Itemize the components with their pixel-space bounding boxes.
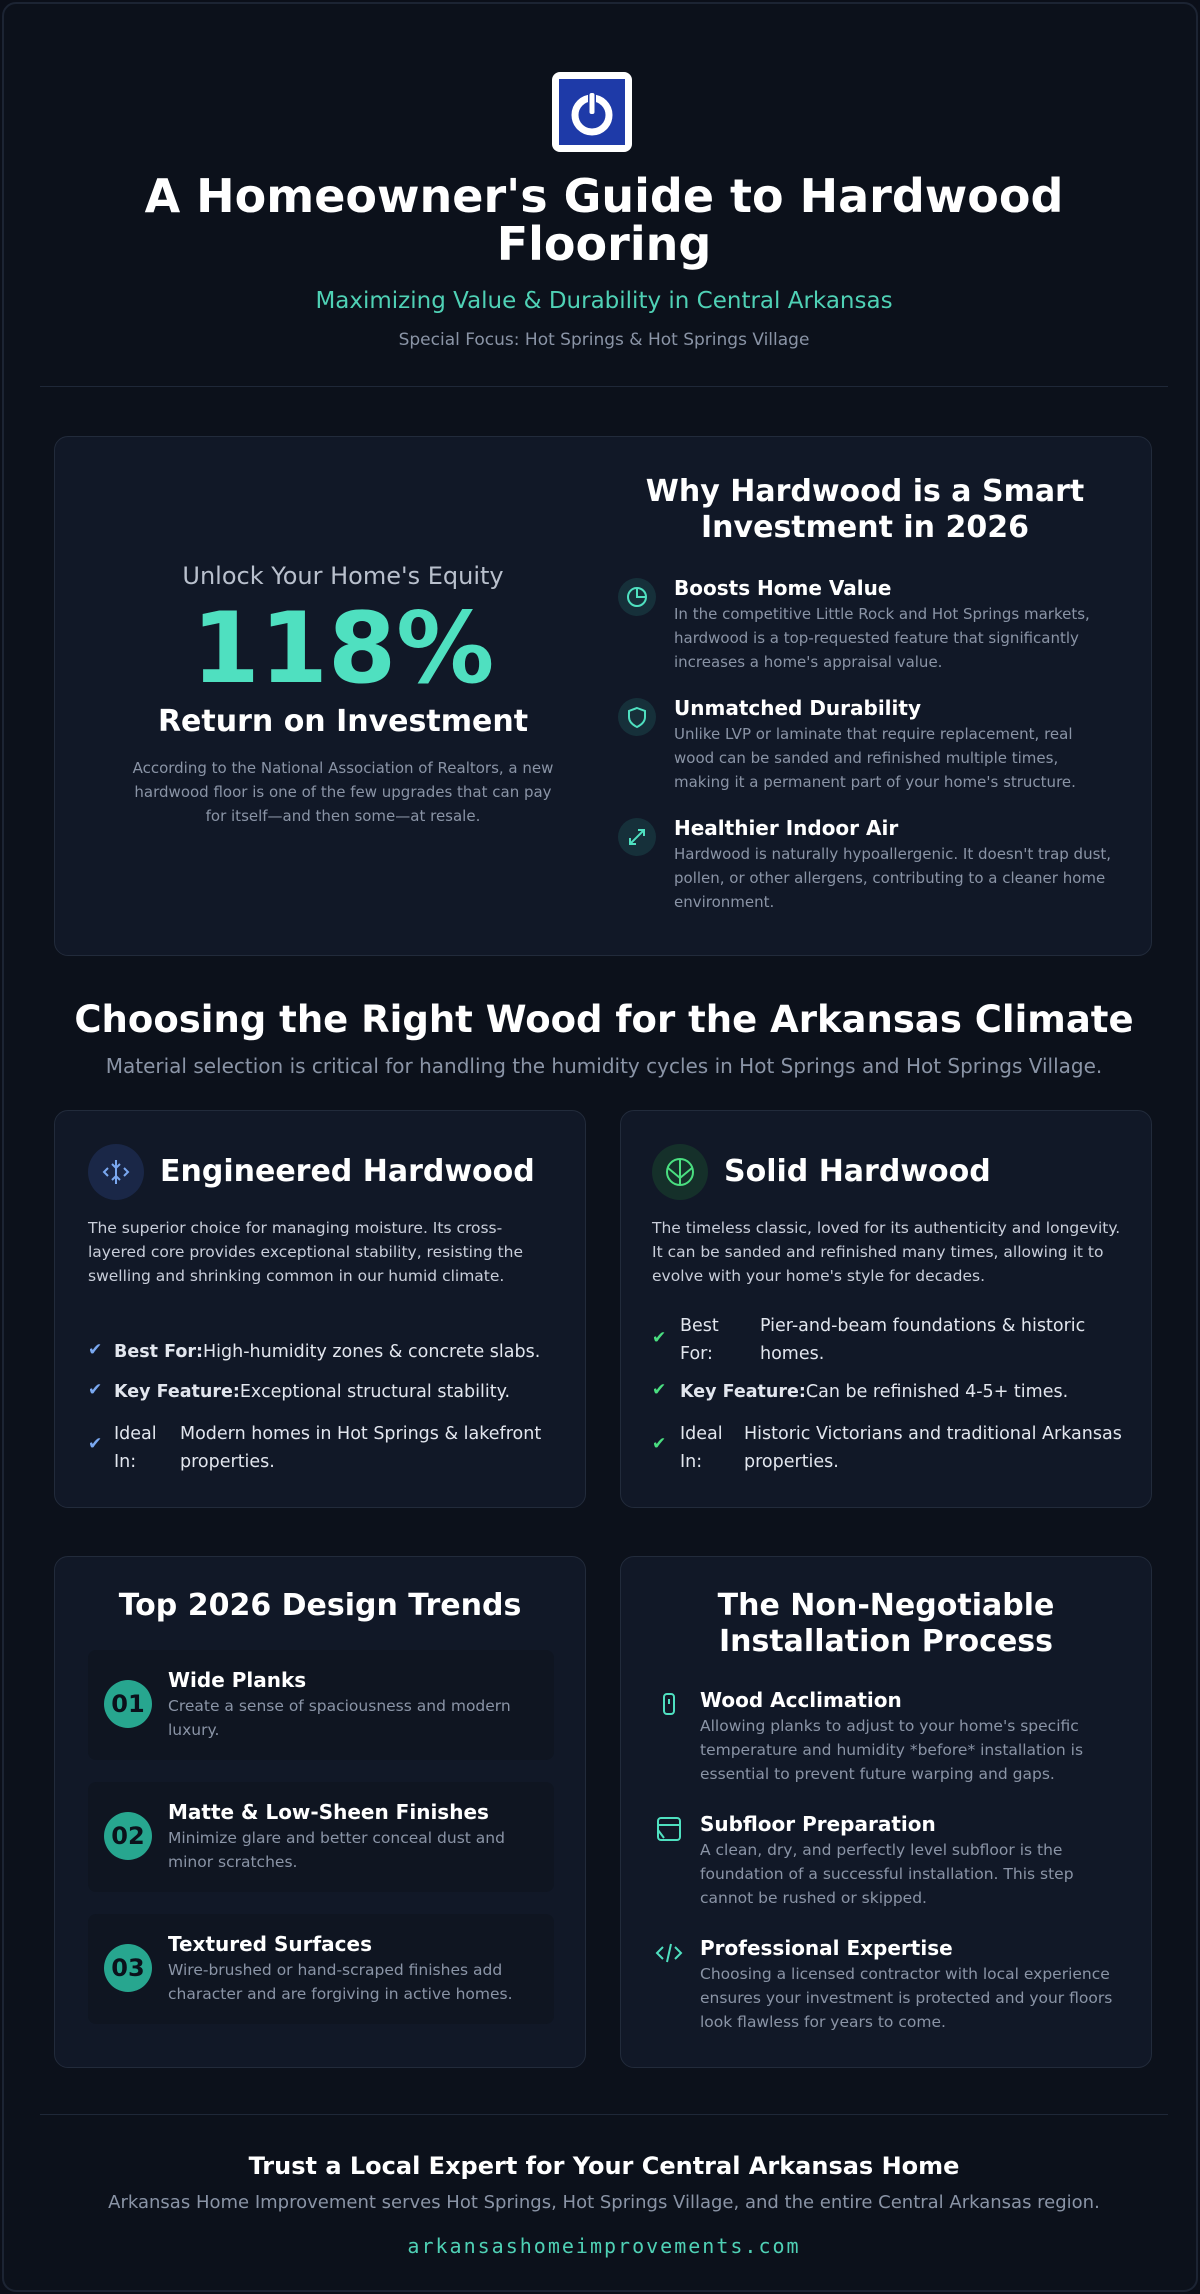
feature-value: High-humidity zones & concrete slabs. bbox=[202, 1342, 541, 1362]
feature-value: Can be refinished 4-5+ times. bbox=[805, 1382, 1069, 1402]
benefit-title: Boosts Home Value bbox=[674, 576, 892, 600]
trend-number: 02 bbox=[104, 1812, 152, 1860]
tree-icon bbox=[652, 1144, 708, 1200]
code-icon bbox=[654, 1938, 684, 1972]
feature-label: Best For: bbox=[680, 1316, 719, 1364]
feature-label: Ideal In: bbox=[114, 1424, 157, 1472]
network-icon bbox=[88, 1144, 144, 1200]
footer-title: Trust a Local Expert for Your Central Arkansas Home bbox=[248, 2152, 960, 2180]
check-icon: ✔ bbox=[88, 1380, 103, 1400]
check-icon: ✔ bbox=[88, 1340, 103, 1360]
engineered-title: Engineered Hardwood bbox=[160, 1154, 535, 1189]
benefit-description: Unlike LVP or laminate that require replacement, real wood can be sanded and refinished multiple times, making it a permanent part of your home's structure. bbox=[674, 725, 1076, 791]
feature-value: Historic Victorians and traditional Arkansas properties. bbox=[744, 1424, 1122, 1472]
layout-icon bbox=[654, 1814, 684, 1848]
trend-number: 03 bbox=[104, 1944, 152, 1992]
trend-title: Textured Surfaces bbox=[168, 1932, 372, 1956]
benefit-description: In the competitive Little Rock and Hot Springs markets, hardwood is a top-requested feature that significantly increases a home's appraisal value. bbox=[674, 605, 1090, 671]
feature-label: Ideal In: bbox=[680, 1424, 723, 1472]
trend-number: 01 bbox=[104, 1680, 152, 1728]
installation-title: The Non-Negotiable Installation Process bbox=[717, 1588, 1055, 1659]
benefit-description: Hardwood is naturally hypoallergenic. It doesn't trap dust, pollen, or other allergens, contributing to a cleaner home environment. bbox=[674, 845, 1112, 911]
check-icon: ✔ bbox=[652, 1328, 667, 1348]
why-title: Why Hardwood is a Smart Investment in 2026 bbox=[645, 474, 1085, 545]
step-title: Professional Expertise bbox=[700, 1936, 953, 1960]
trends-title: Top 2026 Design Trends bbox=[118, 1588, 522, 1623]
trend-description: Create a sense of spaciousness and modern luxury. bbox=[168, 1697, 511, 1739]
logo bbox=[552, 72, 632, 152]
feature-value: Modern homes in Hot Springs & lakefront properties. bbox=[180, 1424, 542, 1472]
page-frame bbox=[2, 2, 1198, 2292]
footer-url-link[interactable]: arkansashomeimprovements.com bbox=[407, 2234, 801, 2258]
step-description: A clean, dry, and perfectly level subfloor is the foundation of a successful installation. This step cannot be rushed or skipped. bbox=[700, 1841, 1074, 1907]
solid-title: Solid Hardwood bbox=[724, 1154, 991, 1189]
step-title: Subfloor Preparation bbox=[700, 1812, 936, 1836]
feature-label: Key Feature: bbox=[680, 1382, 806, 1402]
feature-row bbox=[114, 1378, 510, 1406]
trend-title: Matte & Low-Sheen Finishes bbox=[168, 1800, 489, 1824]
trend-description: Wire-brushed or hand-scraped finishes add character and are forgiving in active homes. bbox=[168, 1961, 513, 2003]
step-description: Choosing a licensed contractor with local experience ensures your investment is protected and your floors look flawless for years to come. bbox=[700, 1965, 1113, 2031]
feature-row bbox=[680, 1378, 1068, 1406]
expand-arrows-icon bbox=[618, 818, 656, 856]
divider bbox=[40, 2114, 1168, 2115]
step-title: Wood Acclimation bbox=[700, 1688, 902, 1712]
divider bbox=[40, 386, 1168, 387]
choosing-title: Choosing the Right Wood for the Arkansas Climate bbox=[74, 998, 1134, 1041]
trend-description: Minimize glare and better conceal dust and minor scratches. bbox=[168, 1829, 505, 1871]
engineered-description: The superior choice for managing moisture. Its cross-layered core provides exceptional stability, resisting the swelling and shrinking common in our humid climate. bbox=[88, 1219, 523, 1285]
benefit-title: Unmatched Durability bbox=[674, 696, 921, 720]
feature-value: Exceptional structural stability. bbox=[239, 1382, 511, 1402]
choosing-subtitle: Material selection is critical for handling the humidity cycles in Hot Springs and Hot Springs Village. bbox=[105, 1054, 1103, 1078]
thermometer-icon bbox=[654, 1690, 684, 1724]
roi-label: Return on Investment bbox=[157, 704, 529, 739]
power-icon bbox=[559, 79, 625, 145]
feature-value: Pier-and-beam foundations & historic homes. bbox=[760, 1316, 1086, 1364]
pie-chart-icon bbox=[618, 578, 656, 616]
special-focus: Special Focus: Hot Springs & Hot Springs Village bbox=[398, 330, 810, 350]
roi-description: According to the National Association of Realtors, a new hardwood floor is one of the few upgrades that can pay for itself—and then some—at resale. bbox=[132, 759, 554, 825]
feature-label: Best For: bbox=[114, 1342, 203, 1362]
check-icon: ✔ bbox=[652, 1380, 667, 1400]
shield-icon bbox=[618, 698, 656, 736]
roi-kicker: Unlock Your Home's Equity bbox=[182, 562, 504, 590]
feature-row bbox=[114, 1338, 540, 1366]
trend-title: Wide Planks bbox=[168, 1668, 307, 1692]
check-icon: ✔ bbox=[652, 1434, 667, 1454]
check-icon: ✔ bbox=[88, 1434, 103, 1454]
step-description: Allowing planks to adjust to your home's specific temperature and humidity *before* installation is essential to prevent future warping and gaps. bbox=[700, 1717, 1084, 1783]
benefit-title: Healthier Indoor Air bbox=[674, 816, 899, 840]
page-subtitle: Maximizing Value & Durability in Central Arkansas bbox=[315, 288, 893, 314]
roi-stat: 118% bbox=[191, 592, 495, 706]
page-title: A Homeowner's Guide to Hardwood Flooring bbox=[144, 169, 1064, 271]
feature-label: Key Feature: bbox=[114, 1382, 240, 1402]
solid-description: The timeless classic, loved for its authenticity and longevity. It can be sanded and refinished many times, allowing it to evolve with your home's style for decades. bbox=[652, 1219, 1121, 1285]
footer-subtitle: Arkansas Home Improvement serves Hot Springs, Hot Springs Village, and the entire Central Arkansas region. bbox=[108, 2192, 1100, 2213]
